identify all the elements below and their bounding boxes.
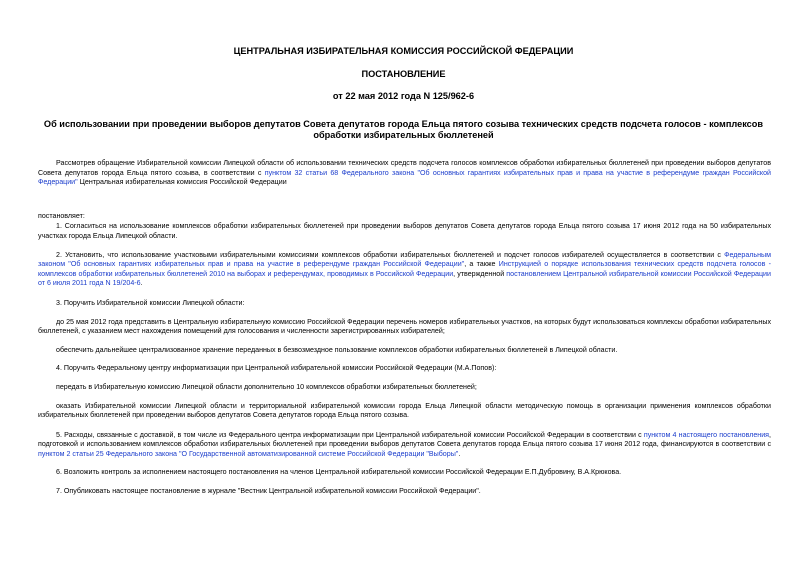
document-body bbox=[38, 159, 771, 497]
item-2-text: 2. Установить, что использование участковыми избирательными комиссиями комплексов обработки избирательных бюллетеней и подсчет голосов избирателей осуществляется в соответствии с bbox=[56, 250, 725, 259]
federal-law-link[interactable]: Федеральным законом "Об основных гарантиях избирательных прав и права на участие в референдуме граждан Российской Федерации" bbox=[38, 250, 771, 269]
preamble-text: Рассмотрев обращение Избирательной комиссии Липецкой области об использовании технических средств подсчета голосов комплексов обработки избирательных бюллетеней при проведении выборов депутатов Совета депутатов города Ельца пятого созыва, в соответствии с bbox=[38, 159, 771, 177]
item-3-intro: 3. Поручить Избирательной комиссии Липецкой области: bbox=[56, 298, 245, 307]
item-5-text: . bbox=[458, 449, 461, 458]
resolution-link[interactable]: постановлением Центральной избирательной комиссии Российской Федерации от 6 июля 2011 года N 19/204-6 bbox=[38, 269, 771, 288]
item-3-sub-2: обеспечить дальнейшее централизованное хранение переданных в безвозмездное пользование комплексов обработки избирательных бюллетеней в Липецкой области. bbox=[56, 345, 618, 354]
item-1: 1. Согласиться на использование комплексов обработки избирательных бюллетеней при проведении выборов депутатов Совета депутатов города Ельца пятого созыва 17 июня 2012 года на 50 избирательных участках города Ельца Липецкой области. bbox=[38, 222, 771, 240]
item-7: 7. Опубликовать настоящее постановление в журнале "Вестник Центральной избирательной комиссии Российской Федерации". bbox=[56, 487, 481, 496]
point-4-link[interactable]: пунктом 4 настоящего постановления bbox=[643, 430, 769, 439]
item-5-text: 5. Расходы, связанные с доставкой, в том числе из Федерального центра информатизации при Центральной избирательной комиссии Российской Федерации в соответствии с bbox=[56, 430, 644, 439]
item-2-text: , утвержденной bbox=[453, 269, 507, 278]
document-type-heading: ПОСТАНОВЛЕНИЕ bbox=[361, 69, 446, 79]
item-2 bbox=[38, 251, 771, 289]
item-3-sub-1: до 25 мая 2012 года представить в Центральную избирательную комиссию Российской Федерации перечень номеров избирательных участков, на которых будут использоваться комплексы обработки избирательных бюллетеней, с указанием мест нахождения помещений для голосования и численности зарегистрированных избирателей; bbox=[38, 317, 771, 336]
item-4-intro: 4. Поручить Федеральному центру информатизации при Центральной избирательной комиссии Российской Федерации (М.А.Попов): bbox=[56, 364, 497, 373]
resolves-text: постановляет: bbox=[38, 211, 85, 220]
gas-vybory-law-link[interactable]: пунктом 2 статьи 25 Федерального закона "О Государственной автоматизированной системе Российской Федерации "Выборы" bbox=[38, 449, 459, 458]
preamble-text: Центральная избирательная комиссия Российской Федерации bbox=[77, 178, 287, 187]
document-title: Об использовании при проведении выборов депутатов Совета депутатов города Ельца пятого созыва технических средств подсчета голосов - комплексов обработки избирательных бюллетеней bbox=[43, 119, 764, 140]
date-number-heading: от 22 мая 2012 года N 125/962-6 bbox=[332, 91, 475, 101]
item-5-text: , подготовкой и использованием комплексов обработки избирательных бюллетеней при проведении выборов депутатов Совета депутатов города Ельца пятого созыва 17 июня 2012 года, финансируются в соответствии с bbox=[38, 430, 771, 449]
item-2-text: . bbox=[140, 279, 143, 288]
item-4-sub-2: оказать Избирательной комиссии Липецкой области и территориальной избирательной комиссии города Ельца Липецкой области методическую помощь в организации применения комплексов обработки избирательных бюллетеней при проведении выборов депутатов Совета депутатов города Ельца пятого созыва. bbox=[38, 401, 771, 420]
instruction-link[interactable]: Инструкцией о порядке использования технических средств подсчета голосов - комплексов обработки избирательных бюллетеней 2010 на выборах и референдумах, проводимых в Российской Федерации bbox=[38, 260, 771, 278]
organization-heading: ЦЕНТРАЛЬНАЯ ИЗБИРАТЕЛЬНАЯ КОМИССИЯ РОССИЙСКОЙ ФЕДЕРАЦИИ bbox=[233, 46, 574, 56]
law-link[interactable]: пунктом 32 статьи 68 Федерального закона "Об основных гарантиях избирательных прав и права на участие в референдуме граждан Российской Федерации" bbox=[38, 168, 771, 187]
item-4-sub-1: передать в Избирательную комиссию Липецкой области дополнительно 10 комплексов обработки избирательных бюллетеней; bbox=[56, 382, 477, 391]
item-6: 6. Возложить контроль за исполнением настоящего постановления на членов Центральной избирательной комиссии Российской Федерации Е.П.Дубровину, В.А.Крюкова. bbox=[56, 468, 622, 477]
item-2-text: , а также bbox=[464, 260, 499, 269]
item-5 bbox=[38, 431, 771, 460]
preamble-paragraph bbox=[38, 159, 771, 188]
